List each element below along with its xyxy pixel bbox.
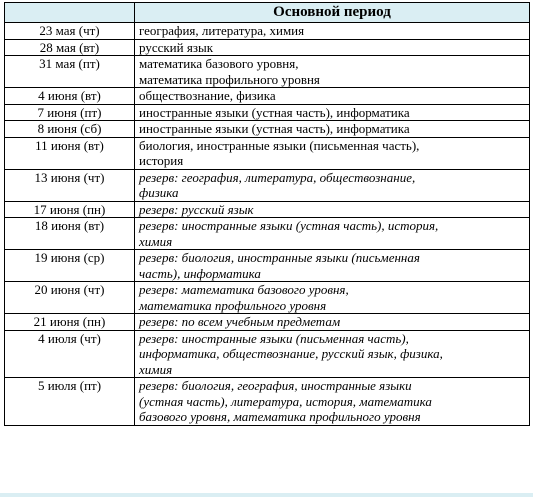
subject-line: математика профильного уровня xyxy=(139,297,327,313)
exam-subjects-cell xyxy=(135,56,530,88)
table-row xyxy=(5,137,530,169)
subject-line: физика xyxy=(139,185,179,200)
subject-line: резерв: по всем учебным предметам xyxy=(139,314,341,329)
table-row xyxy=(5,104,530,121)
table-row xyxy=(5,378,530,426)
exam-date-cell: 13 июня (чт) xyxy=(5,169,135,201)
subject-line: резерв: иностранные языки (устная часть), история, xyxy=(139,218,439,233)
subject-line: часть), информатика xyxy=(139,265,261,281)
exam-date-cell: 19 июня (ср) xyxy=(5,250,135,282)
subject-line: математика базового уровня, xyxy=(139,56,299,71)
table-row xyxy=(5,56,530,88)
exam-date-cell: 4 июля (чт) xyxy=(5,330,135,378)
subject-line: иностранные языки (устная часть), информатика xyxy=(139,104,410,120)
table-row xyxy=(5,218,530,250)
subject-line: история xyxy=(139,153,184,168)
table-row xyxy=(5,314,530,331)
exam-subjects-cell xyxy=(135,282,530,314)
exam-date-cell: 4 июня (вт) xyxy=(5,88,135,105)
exam-date-cell: 18 июня (вт) xyxy=(5,218,135,250)
header-period-title: Основной период xyxy=(135,3,530,23)
subject-line: химия xyxy=(139,233,173,249)
exam-subjects-cell xyxy=(135,137,530,169)
table-row xyxy=(5,121,530,138)
table-row xyxy=(5,201,530,218)
subject-line: информатика, обществознание, русский язык, физика, xyxy=(139,346,443,361)
exam-date-cell: 20 июня (чт) xyxy=(5,282,135,314)
subject-line: математика профильного уровня xyxy=(139,71,320,87)
subject-line: география, литература, химия xyxy=(139,23,305,38)
exam-subjects-cell xyxy=(135,250,530,282)
subject-line: иностранные языки (устная часть), информатика xyxy=(139,121,410,136)
exam-subjects-cell xyxy=(135,23,530,40)
subject-line: биология, иностранные языки (письменная часть), xyxy=(139,137,420,153)
exam-subjects-cell xyxy=(135,218,530,250)
exam-date-cell: 28 мая (вт) xyxy=(5,39,135,56)
exam-date-cell: 31 мая (пт) xyxy=(5,56,135,88)
exam-date-cell: 23 мая (чт) xyxy=(5,23,135,40)
table-row xyxy=(5,169,530,201)
table-row xyxy=(5,39,530,56)
table-row xyxy=(5,330,530,378)
subject-line: базового уровня, математика профильного уровня xyxy=(139,409,421,424)
subject-line: резерв: биология, иностранные языки (письменная xyxy=(139,250,420,265)
header-row xyxy=(5,3,530,23)
exam-subjects-cell xyxy=(135,314,530,331)
table-row xyxy=(5,88,530,105)
exam-subjects-cell xyxy=(135,201,530,218)
exam-subjects-cell xyxy=(135,121,530,138)
subject-line: (устная часть), литература, история, математика xyxy=(139,393,432,409)
exam-date-cell: 7 июня (пт) xyxy=(5,104,135,121)
table-row xyxy=(5,23,530,40)
subject-line: обществознание, физика xyxy=(139,88,276,103)
exam-date-cell: 17 июня (пн) xyxy=(5,201,135,218)
subject-line: химия xyxy=(139,361,173,377)
subject-line: резерв: биология, география, иностранные языки xyxy=(139,378,412,393)
exam-date-cell: 21 июня (пн) xyxy=(5,314,135,331)
exam-subjects-cell xyxy=(135,39,530,56)
table-row xyxy=(5,250,530,282)
exam-subjects-cell xyxy=(135,104,530,121)
subject-line: резерв: математика базового уровня, xyxy=(139,282,349,297)
bottom-shaded-strip xyxy=(0,493,533,497)
subject-line: русский язык xyxy=(139,39,214,55)
subject-line: резерв: иностранные языки (письменная часть), xyxy=(139,330,409,346)
exam-subjects-cell xyxy=(135,88,530,105)
table-row xyxy=(5,282,530,314)
exam-subjects-cell xyxy=(135,378,530,426)
header-date-cell xyxy=(5,3,135,23)
exam-schedule-table xyxy=(4,2,530,426)
exam-subjects-cell xyxy=(135,330,530,378)
exam-date-cell: 5 июля (пт) xyxy=(5,378,135,426)
exam-subjects-cell xyxy=(135,169,530,201)
exam-date-cell: 8 июня (сб) xyxy=(5,121,135,138)
exam-date-cell: 11 июня (вт) xyxy=(5,137,135,169)
subject-line: резерв: география, литература, обществознание, xyxy=(139,169,416,185)
subject-line: резерв: русский язык xyxy=(139,201,254,217)
